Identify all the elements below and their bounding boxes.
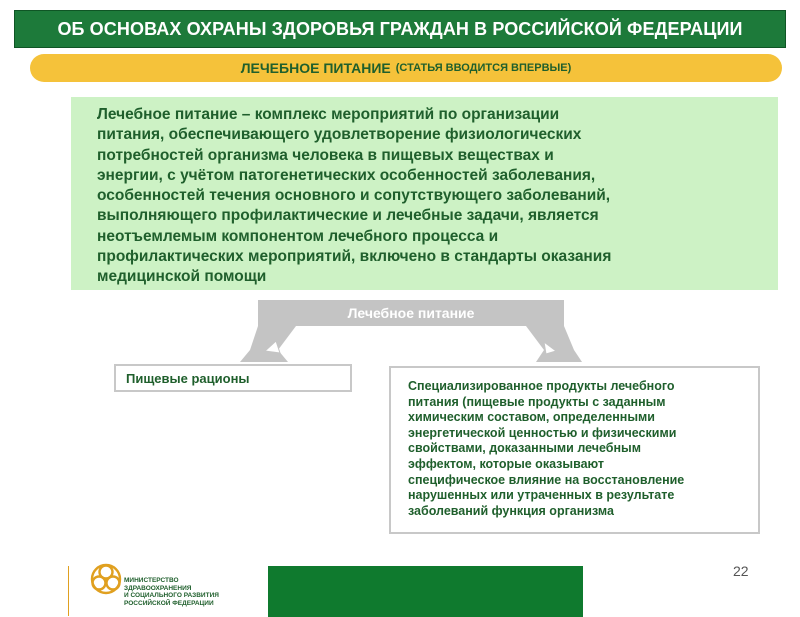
definition-line: Лечебное питание – комплекс мероприятий по организации [97, 106, 560, 123]
center-label [258, 300, 564, 326]
diet-rations-text: Пищевые рационы [126, 371, 250, 386]
specialized-products-line: заболеваний функция организма [408, 503, 614, 518]
definition-line: особенностей течения основного и сопутствующего заболеваний, [97, 187, 611, 205]
ministry-logo-icon [88, 561, 124, 597]
ministry-name-line: ЗДРАВООХРАНЕНИЯ [124, 584, 192, 592]
specialized-products-box [389, 366, 760, 534]
right-connector-arrow [526, 326, 582, 362]
specialized-products-line: химическим составом, определенными [408, 410, 655, 425]
definition-line: медицинской помощи [97, 268, 267, 286]
page-number: 22 [733, 563, 749, 579]
specialized-products-line: Специализированное продукты лечебного [408, 379, 675, 393]
specialized-products-line: специфическое влияние на восстановление [408, 472, 685, 487]
ministry-name-line: И СОЦИАЛЬНОГО РАЗВИТИЯ [124, 592, 219, 599]
specialized-products-line: свойствами, доказанными лечебным [408, 441, 641, 456]
specialized-products-line: нарушенных или утраченных в результате [408, 488, 675, 503]
center-label-text: Лечебное питание [347, 305, 475, 321]
ministry-name-line: МИНИСТЕРСТВО [124, 577, 179, 584]
specialized-products-line: эффектом, которые оказывают [408, 456, 605, 471]
definition-line: потребностей организма человека в пищевых веществах и [97, 146, 554, 164]
definition-line: выполняющего профилактические и лечебные задачи, является [97, 207, 599, 225]
definition-line: неотъемлемым компонентом лечебного процесса и [97, 227, 499, 245]
ministry-name [124, 577, 219, 607]
definition-line: энергии, с учётом патогенетических особенностей заболевания, [97, 166, 596, 184]
footer-green-strip [268, 566, 583, 617]
diet-rations-box [114, 364, 352, 392]
specialized-products-line: питания (пищевые продукты с заданным [408, 394, 666, 409]
specialized-products-line: энергетической ценностью и физическими [408, 425, 677, 440]
definition-line: профилактических мероприятий, включено в стандарты оказания [97, 248, 612, 266]
slide-title: ОБ ОСНОВАХ ОХРАНЫ ЗДОРОВЬЯ ГРАЖДАН В РОССИЙСКОЙ ФЕДЕРАЦИИ [57, 18, 743, 39]
definition-line: питания, обеспечивающего удовлетворение физиологических [97, 126, 582, 144]
ministry-name-line: РОССИЙСКОЙ ФЕДЕРАЦИИ [124, 599, 214, 607]
left-connector-arrow [240, 326, 296, 362]
subtitle-note: (СТАТЬЯ ВВОДИТСЯ ВПЕРВЫЕ) [395, 62, 572, 74]
subtitle-main: ЛЕЧЕБНОЕ ПИТАНИЕ [240, 60, 391, 76]
footer-divider [68, 566, 69, 616]
